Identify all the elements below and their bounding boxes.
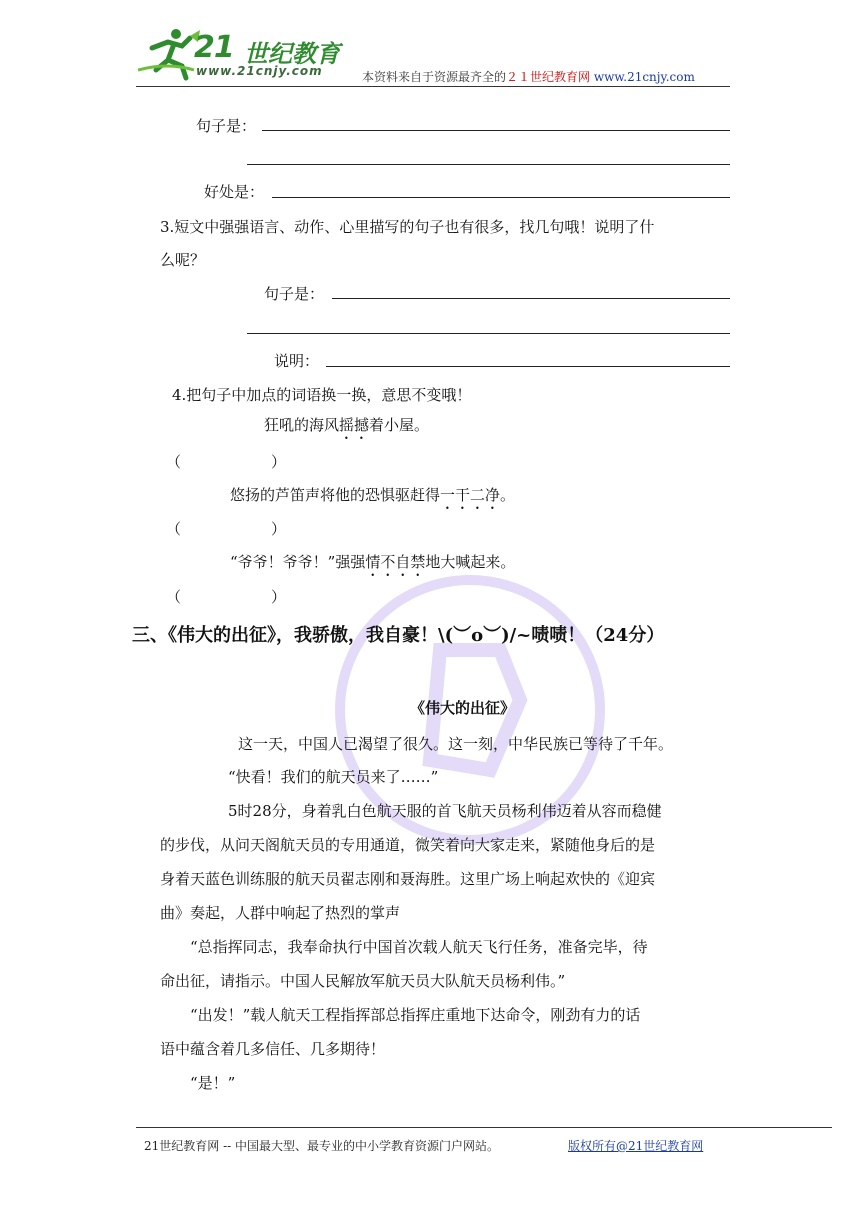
- q4-sentence-2: 悠扬的芦笛声将他的恐惧驱赶得一干二净。: [230, 486, 516, 504]
- header-site-name[interactable]: ２１世纪教育网: [506, 70, 591, 84]
- q3-explain-label: 说明：: [274, 352, 320, 370]
- footer-site-description: 21世纪教育网 -- 中国最大型、最专业的中小学教育资源门户网站。: [144, 1139, 500, 1153]
- article-p3-line3: 身着天蓝色训练服的航天员翟志刚和聂海胜。这里广场上响起欢快的《迎宾: [160, 870, 656, 888]
- q3-sentence-label: 句子是：: [264, 285, 325, 303]
- article-p2: “快看！我们的航天员来了……”: [228, 768, 439, 786]
- article-p3-line4: 曲》奏起，人群中响起了热烈的掌声: [160, 904, 401, 922]
- q3-question-line1: 3.短文中强强语言、动作、心里描写的句子也有很多，找几句哦！说明了什: [160, 218, 655, 236]
- q4-answer-paren-1[interactable]: （ ）: [166, 453, 287, 471]
- article-p5-line2: 语中蕴含着几多信任、几多期待！: [160, 1040, 386, 1058]
- q3-sentence-answer-line-2[interactable]: [247, 333, 730, 334]
- q4-sentence-1: 狂吼的海风摇撼着小屋。: [264, 416, 430, 434]
- footer-copyright-link[interactable]: 版权所有@21世纪教育网: [568, 1139, 704, 1153]
- article-p5-line1: “出发！”载人航天工程指挥部总指挥庄重地下达命令，刚劲有力的话: [190, 1006, 641, 1024]
- q4-dotted-word-3: 情不自禁: [365, 553, 426, 571]
- article-title: 《伟大的出征》: [410, 699, 516, 717]
- article-p4-line2: 命出征，请指示。中国人民解放军航天员大队航天员杨利伟。”: [160, 972, 566, 990]
- q2-sentence-answer-line[interactable]: [262, 130, 730, 131]
- logo-number: 21: [194, 30, 234, 65]
- section-3-title: 三、《伟大的出征》，我骄傲，我自豪！\(︶o︶)/~啧啧！（24分）: [132, 625, 665, 646]
- q3-question-line2: 么呢？: [160, 251, 206, 269]
- q2-benefit-answer-line[interactable]: [272, 197, 730, 198]
- footer-divider: [136, 1127, 832, 1128]
- article-p6: “是！”: [190, 1074, 236, 1092]
- q4-sentence-3: “爷爷！爷爷！”强强情不自禁地大喊起来。: [230, 553, 516, 571]
- article-p1: 这一天，中国人已渴望了很久。这一刻，中华民族已等待了千年。: [238, 735, 674, 753]
- q4-answer-paren-2[interactable]: （ ）: [166, 520, 287, 538]
- q3-explain-answer-line[interactable]: [326, 366, 730, 367]
- logo-text: 世纪教育: [244, 40, 340, 68]
- header-divider: [136, 86, 730, 87]
- q4-dotted-word-2: 一干二净: [440, 486, 501, 504]
- q3-sentence-answer-line[interactable]: [332, 298, 730, 299]
- header-site-url[interactable]: www.21cnjy.com: [593, 70, 695, 84]
- q2-sentence-label: 句子是：: [196, 117, 257, 135]
- article-p3-line2: 的步伐，从问天阁航天员的专用通道，微笑着向大家走来，紧随他身后的是: [160, 836, 656, 854]
- q2-sentence-answer-line-2[interactable]: [247, 164, 730, 165]
- header-note: 本资料来自于资源最齐全的２１世纪教育网 www.21cnjy.com: [362, 70, 695, 84]
- q4-dotted-word-1: 摇撼: [339, 416, 370, 434]
- q4-question: 4.把句子中加点的词语换一换，意思不变哦！: [172, 386, 472, 404]
- logo-url: www.21cnjy.com: [196, 64, 323, 78]
- article-p3-line1: 5时28分，身着乳白色航天服的首飞航天员杨利伟迈着从容而稳健: [228, 802, 662, 820]
- q4-answer-paren-3[interactable]: （ ）: [166, 588, 287, 606]
- article-p4-line1: “总指挥同志，我奉命执行中国首次载人航天飞行任务，准备完毕，待: [190, 938, 648, 956]
- q2-benefit-label: 好处是：: [204, 183, 265, 201]
